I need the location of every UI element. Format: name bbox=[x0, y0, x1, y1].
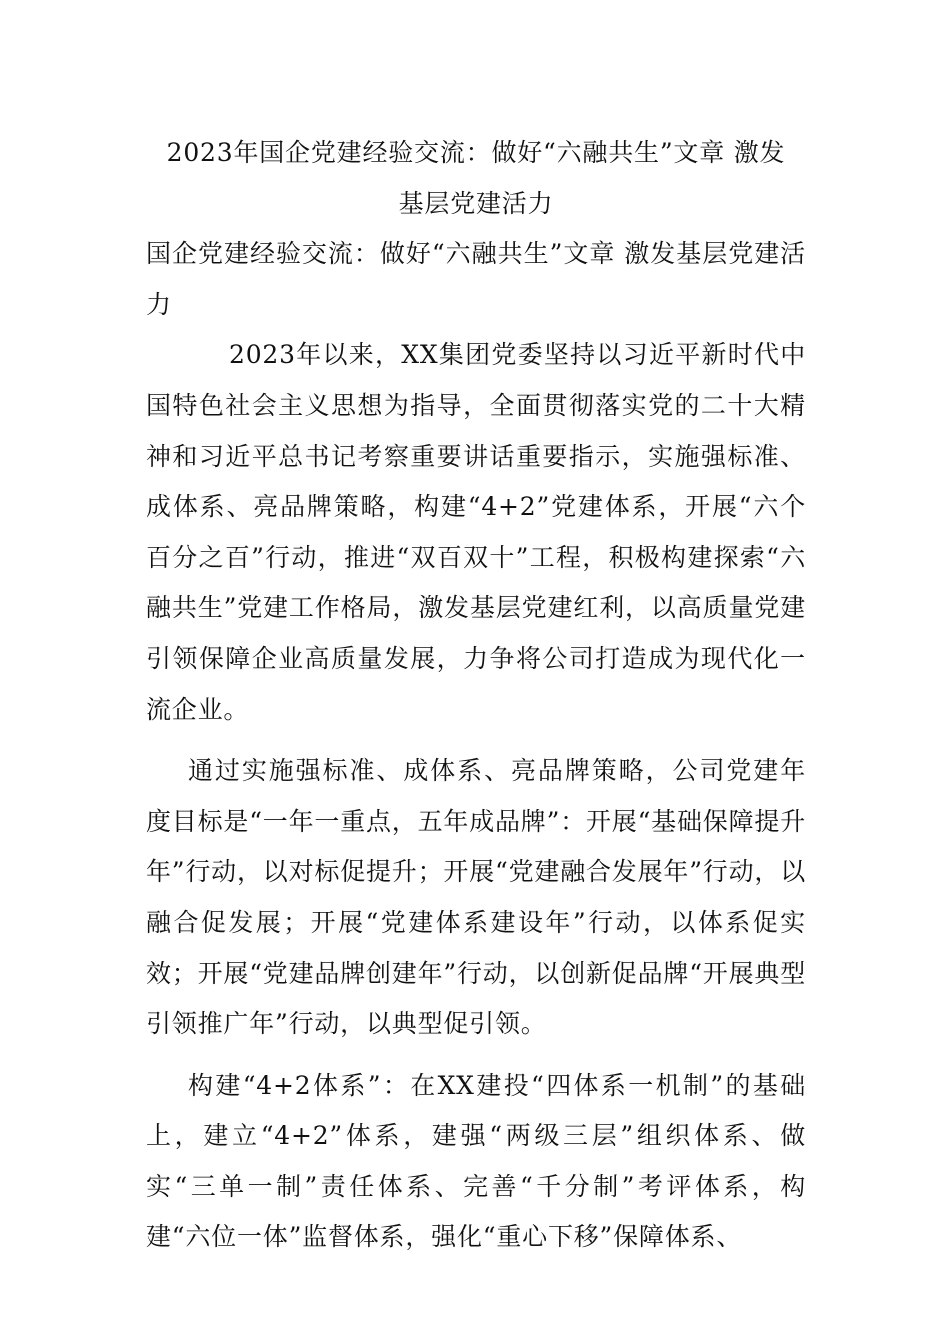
title-line-1: 2023年国企党建经验交流：做好“六融共生”文章 激发 bbox=[166, 138, 786, 167]
document-body bbox=[146, 128, 806, 1263]
paragraph-strategy: 通过实施强标准、成体系、亮品牌策略，公司党建年度目标是“一年一重点，五年成品牌”：开展“基础保障提升年”行动，以对标促提升；开展“党建融合发展年”行动，以融合促发展；开展“党建体系建设年”行动，以体系促实效；开展“党建品牌创建年”行动，以创新促品牌“开展典型引领推广年”行动，以典型促引领。 bbox=[146, 756, 806, 1039]
paragraph-intro: 2023年以来，XX集团党委坚持以习近平新时代中国特色社会主义思想为指导，全面贯彻落实党的二十大精神和习近平总书记考察重要讲话重要指示，实施强标准、成体系、亮品牌策略，构建“4+2”党建体系，开展“六个百分之百”行动，推进“双百双十”工程，积极构建探索“六融共生”党建工作格局，激发基层党建红利，以高质量党建引领保障企业高质量发展，力争将公司打造成为现代化一流企业。 bbox=[146, 340, 806, 724]
paragraph-system: 构建“4+2体系”：在XX建投“四体系一机制”的基础上，建立“4+2”体系，建强“两级三层”组织体系、做实“三单一制”责任体系、完善“千分制”考评体系，构建“六位一体”监督体系，强化“重心下移”保障体系、 bbox=[146, 1070, 806, 1252]
title-line-2: 基层党建活力 bbox=[398, 188, 554, 218]
document-subtitle: 国企党建经验交流：做好“六融共生”文章 激发基层党建活力 bbox=[146, 239, 806, 319]
document-title bbox=[146, 128, 806, 229]
